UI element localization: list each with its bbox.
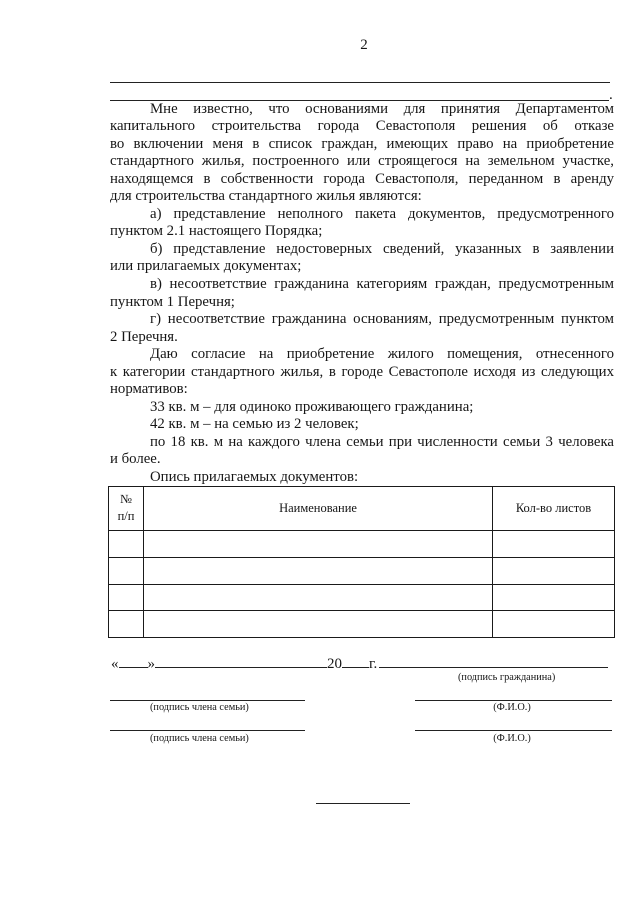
body-line: 42 кв. м – на семью из 2 человек; bbox=[150, 416, 359, 433]
day-blank bbox=[119, 657, 148, 668]
body-line: Даю согласие на приобретение жилого помещения, отнесенного bbox=[150, 346, 614, 363]
header-sheet-count: Кол-во листов bbox=[493, 486, 615, 531]
body-line: в) несоответствие гражданина категориям граждан, предусмотренным bbox=[150, 275, 614, 292]
table-cell bbox=[144, 531, 493, 558]
family-name-line bbox=[415, 730, 612, 731]
table-row bbox=[109, 584, 615, 611]
date-signature-line bbox=[111, 655, 608, 673]
body-text bbox=[110, 101, 614, 487]
family-name-label: (Ф.И.О.) bbox=[493, 733, 531, 744]
month-blank bbox=[155, 657, 327, 668]
body-line: 2 Перечня. bbox=[110, 328, 178, 345]
body-line: пунктом 1 Перечня; bbox=[110, 293, 235, 310]
body-line: капитального строительства города Севастополя решения об отказе bbox=[110, 118, 614, 135]
year-century: 20 bbox=[327, 656, 342, 672]
family-name-label: (Ф.И.О.) bbox=[493, 702, 531, 713]
fill-in-line-period: . bbox=[609, 86, 613, 103]
table-cell bbox=[493, 584, 615, 611]
table-cell bbox=[109, 531, 144, 558]
body-line: г) несоответствие гражданина основаниям, предусмотренным пунктом bbox=[150, 311, 614, 328]
table-cell bbox=[144, 611, 493, 638]
header-number-abbr: п/п bbox=[117, 509, 135, 524]
page-number: 2 bbox=[360, 37, 368, 53]
table-cell bbox=[109, 611, 144, 638]
date-close-quote: » bbox=[147, 656, 155, 672]
date-open-quote: « bbox=[111, 656, 119, 672]
header-number-symbol: № bbox=[120, 492, 132, 507]
table-cell bbox=[493, 531, 615, 558]
table-cell bbox=[109, 558, 144, 585]
family-signature-label: (подпись члена семьи) bbox=[150, 733, 249, 744]
table-cell bbox=[144, 558, 493, 585]
body-line: нормативов: bbox=[110, 381, 188, 398]
family-signature-line bbox=[110, 700, 305, 701]
table-row bbox=[109, 558, 615, 585]
citizen-signature-label: (подпись гражданина) bbox=[458, 672, 556, 683]
end-of-document-line bbox=[316, 803, 410, 804]
body-line: находящемся в собственности города Севастополя, переданном в аренду bbox=[110, 170, 614, 187]
body-line: 33 кв. м – для одиноко проживающего гражданина; bbox=[150, 398, 474, 415]
body-line: для строительства стандартного жилья являются: bbox=[110, 188, 422, 205]
table-cell bbox=[493, 611, 615, 638]
table-cell bbox=[144, 584, 493, 611]
table-header-row bbox=[109, 486, 615, 531]
body-line: во включении меня в список граждан, имеющих право на приобретение bbox=[110, 135, 614, 152]
body-line: стандартного жилья, построенного или строящегося на земельном участке, bbox=[110, 153, 614, 170]
body-line: и более. bbox=[110, 451, 161, 468]
body-line: б) представление недостоверных сведений, указанных в заявлении bbox=[150, 240, 614, 257]
header-number bbox=[109, 486, 144, 531]
documents-table bbox=[108, 486, 615, 639]
fill-in-line bbox=[110, 82, 610, 83]
header-name: Наименование bbox=[144, 486, 493, 531]
family-signature-line bbox=[110, 730, 305, 731]
body-line: или прилагаемых документах; bbox=[110, 258, 302, 275]
table-row bbox=[109, 531, 615, 558]
table-cell bbox=[493, 558, 615, 585]
year-blank bbox=[342, 657, 369, 668]
body-line: пунктом 2.1 настоящего Порядка; bbox=[110, 223, 323, 240]
body-line: Мне известно, что основаниями для принятия Департаментом bbox=[150, 100, 614, 117]
body-line: по 18 кв. м на каждого члена семьи при численности семьи 3 человека bbox=[150, 433, 614, 450]
body-line: а) представление неполного пакета документов, предусмотренного bbox=[150, 205, 614, 222]
body-line: к категории стандартного жилья, в городе Севастополе исходя из следующих bbox=[110, 363, 614, 380]
table-cell bbox=[109, 584, 144, 611]
family-signature-label: (подпись члена семьи) bbox=[150, 702, 249, 713]
table-caption: Опись прилагаемых документов: bbox=[150, 468, 359, 485]
family-name-line bbox=[415, 700, 612, 701]
table-row bbox=[109, 611, 615, 638]
citizen-signature-blank bbox=[379, 657, 608, 668]
year-abbr: г. bbox=[369, 656, 378, 672]
